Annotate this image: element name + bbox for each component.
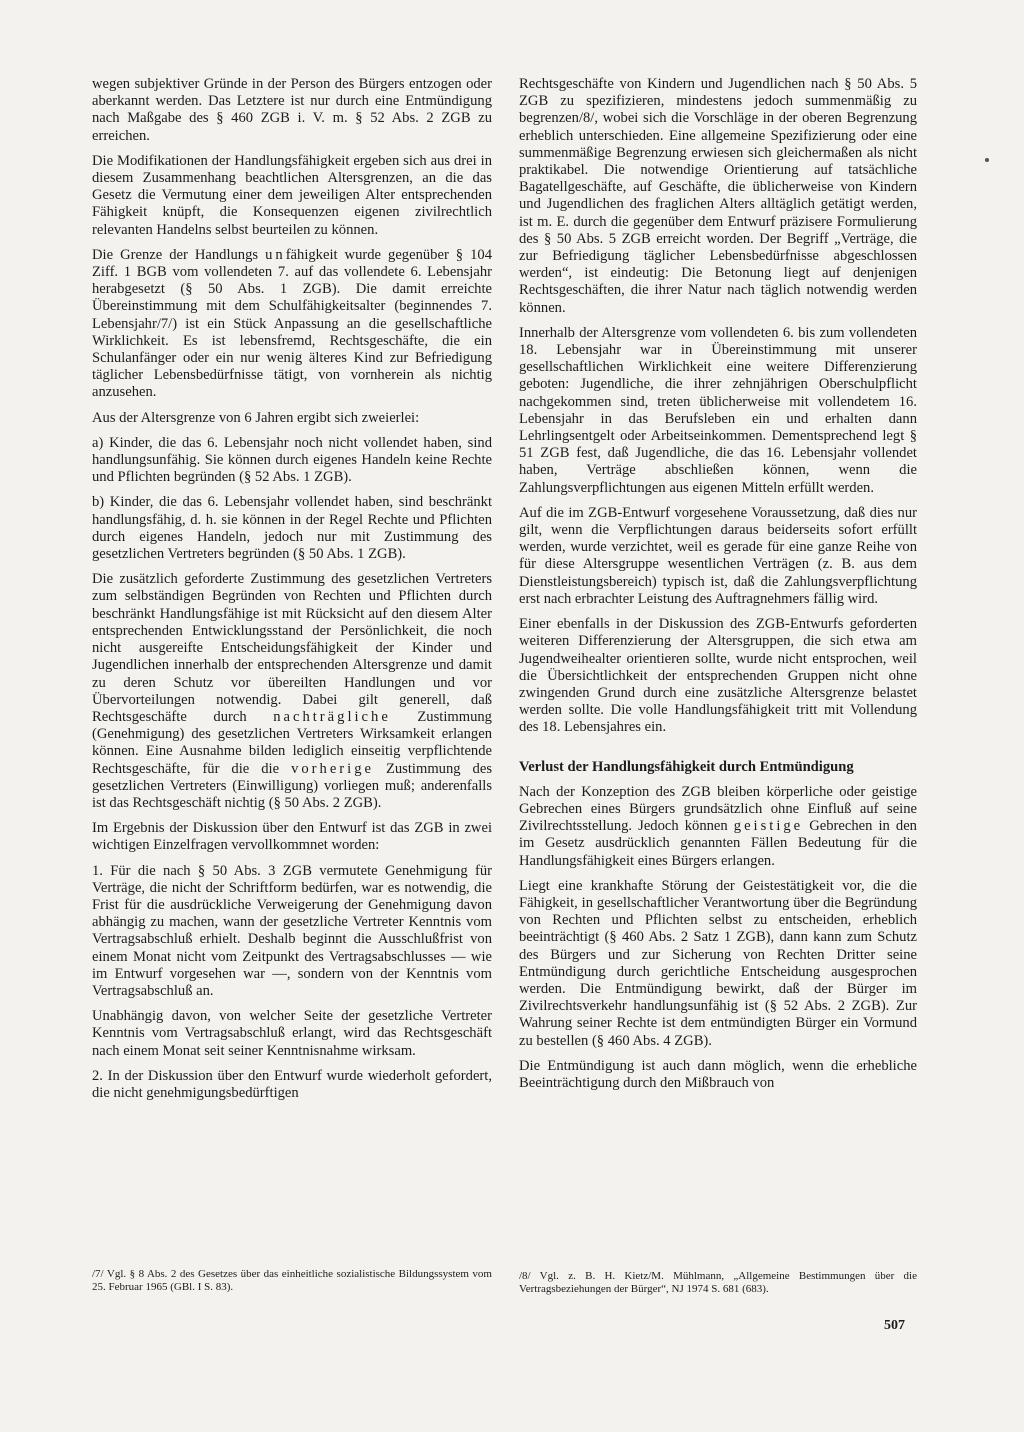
paragraph [92,571,492,812]
spaced-emphasis: nachträgliche [273,708,391,725]
paragraph: 2. In der Diskussion über den Entwurf wurde wiederholt gefordert, die nicht genehmigungsbedürftigen [92,1067,492,1101]
text-run: Zustimmung des gesetzlichen Vertreters (Einwilligung) vorliegen muß; anderenfalls ist das Rechtsgeschäft nichtig (§ 50 Abs. 2 ZGB). [92,760,492,811]
paragraph: 1. Für die nach § 50 Abs. 3 ZGB vermutete Genehmigung für Verträge, die nicht der Schriftform bedürfen, war es notwendig, die Frist für die ausdrückliche Verweigerung der Genehmigung davon abhängig zu machen, wann der gesetzliche Vertreter Kenntnis vom Vertragsabschluß erhielt. Deshalb beginnt die Ausschlußfrist von einem Monat nicht vom Zeitpunkt des Vertragsabschlusses — wie im Entwurf vorgesehen war —, sondern von der Kenntnis vom Vertragsabschluß an. [92,862,492,999]
left-column [92,76,492,1110]
paragraph: Im Ergebnis der Diskussion über den Entwurf ist das ZGB in zwei wichtigen Einzelfragen vervollkommnet worden: [92,820,492,854]
paragraph: b) Kinder, die das 6. Lebensjahr vollendet haben, sind beschränkt handlungsfähig, d. h. sie können in der Regel Rechte und Pflichten durch eigenes Handeln, jedoch nur mit Zustimmung des gesetzlichen Vertreters begründen (§ 50 Abs. 1 ZGB). [92,494,492,563]
paragraph: wegen subjektiver Gründe in der Person des Bürgers entzogen oder aberkannt werden. Das Letztere ist nur durch eine Entmündigung nach Maßgabe des § 460 ZGB i. V. m. § 52 Abs. 2 ZGB zu erreichen. [92,76,492,144]
paragraph [519,784,917,870]
spaced-emphasis: geistige [733,818,804,835]
paragraph: Die Modifikationen der Handlungsfähigkeit ergeben sich aus drei in diesem Zusammenhang beachtlichen Altersgrenzen, an die das Gesetz die Vermutung einer dem jeweiligen Alter entsprechenden Fähigkeit knüpft, die Konsequenzen eigenen zivilrechtlich relevanten Handelns selbst beurteilen zu können. [92,152,492,238]
right-column [519,76,917,1100]
text-run: fähigkeit wurde gegenüber § 104 Ziff. 1 BGB vom vollendeten 7. auf das vollendete 6. Lebensjahr herabgesetzt (§ 50 Abs. 1 ZGB). Die damit erreichte Übereinstimmung mit dem Schulfähigkeitsalter (beginnendes 7. Lebensjahr/7/) ist ein Stück Anpassung an die gesellschaftliche Wirklichkeit. Es ist lebensfremd, Rechtsgeschäfte, die ein Schulanfänger oder ein nur wenig älteres Kind zur Befriedigung täglicher Lebensbedürfnisse tätigt, von vornherein als nichtig anzusehen. [92,246,492,401]
paragraph: Liegt eine krankhafte Störung der Geistestätigkeit vor, die die Fähigkeit, in gesellschaftlicher Verantwortung über die Begründung von Rechten und Pflichten selbst zu entscheiden, erheblich beeinträchtigt (§ 460 Abs. 2 Satz 1 ZGB), dann kann zum Schutz des Bürgers und zur Sicherung von Rechten Dritter seine Entmündigung durch gerichtliche Entscheidung ausgesprochen werden. Die Entmündigung bewirkt, daß der Bürger im Zivilrechtsverkehr handlungsunfähig ist (§ 52 Abs. 2 ZGB). Zur Wahrung seiner Rechte ist dem entmündigten Bürger ein Vormund zu bestellen (§ 460 Abs. 4 ZGB). [519,877,917,1049]
spaced-emphasis: vorherige [291,760,374,777]
footnote-8: /8/ Vgl. z. B. H. Kietz/M. Mühlmann, „Allgemeine Bestimmungen über die Vertragsbeziehungen der Bürger“, NJ 1974 S. 681 (683). [519,1270,917,1295]
paragraph: Innerhalb der Altersgrenze vom vollendeten 6. bis zum vollendeten 18. Lebensjahr war in Übereinstimmung mit unserer gesellschaftlichen Wirklichkeit eine weitere Differenzierung geboten: Jugendliche, die ihrer zehnjährigen Oberschulpflicht nachgekommen sind, treten üblicherweise mit vollendetem 16. Lebensjahr in das Berufsleben ein und erhalten dann Lehrlingsentgelt oder Arbeitseinkommen. Dementsprechend legt § 51 ZGB fest, daß Jugendliche, die das 16. Lebensjahr vollendet haben, Verträge abschließen können, wenn die Zahlungsverpflichtungen aus eigenen Mitteln erfüllt werden. [519,324,917,496]
paragraph: Auf die im ZGB-Entwurf vorgesehene Voraussetzung, daß dies nur gilt, wenn die Verpflichtungen daraus beiderseits sofort erfüllt werden, wurde verzichtet, weil es gerade für eine ganze Reihe von für diese Altersgruppe wesentlichen Verträgen (z. B. aus dem Dienstleistungsbereich) typisch ist, daß die Zahlungsverpflichtung erst nach erbrachter Leistung des Auftragnehmers fällig wird. [519,504,917,607]
page-number: 507 [884,1318,905,1333]
text-run: Zustimmung (Genehmigung) des gesetzlichen Vertreters Wirksamkeit erlangen können. Eine Ausnahme bilden lediglich einseitig verpflichtende Rechtsgeschäfte, für die die [92,708,492,777]
text-run: Gebrechen in den im Gesetz ausdrücklich genannten Fällen Bedeutung für die Handlungsfähigkeit eines Bürgers erlangen. [519,818,917,869]
text-run: Die Grenze der Handlungs [92,246,259,263]
paragraph: a) Kinder, die das 6. Lebensjahr noch nicht vollendet haben, sind handlungsunfähig. Sie können durch eigenes Handeln keine Rechte und Pflichten begründen (§ 52 Abs. 1 ZGB). [92,434,492,486]
text-run: Die zusätzlich geforderte Zustimmung des gesetzlichen Vertreters zum selbständigen Begründen von Rechten und Pflichten durch beschränkt Handlungsfähige ist mit Rücksicht auf den diesem Alter entsprechenden Entwicklungsstand der Persönlichkeit, die noch nicht ausgereifte Entscheidungsfähigkeit der Kinder und Jugendlichen innerhalb der entsprechenden Altersgrenze und damit zu deren Schutz vor übereilten Handlungen und vor Übervorteilungen notwendig. Dabei gilt generell, daß Rechtsgeschäfte durch [92,571,492,725]
paragraph: Aus der Altersgrenze von 6 Jahren ergibt sich zweierlei: [92,409,420,426]
paragraph: Unabhängig davon, von welcher Seite der gesetzliche Vertreter Kenntnis vom Vertragsabschluß erlangt, wird das Rechtsgeschäft nach einem Monat seit seiner Kenntnisnahme wirksam. [92,1008,492,1059]
footnote-7: /7/ Vgl. § 8 Abs. 2 des Gesetzes über das einheitliche sozialistische Bildungssystem vom 25. Februar 1965 (GBl. I S. 83). [92,1268,492,1293]
paragraph: Rechtsgeschäfte von Kindern und Jugendlichen nach § 50 Abs. 5 ZGB zu spezifizieren, mindestens jedoch summenmäßig zu begrenzen/8/, wobei sich die Vorschläge in der oberen Begrenzung erheblich unterschieden. Eine allgemeine Spezifizierung oder eine summenmäßige Begrenzung erwiesen sich gleichermaßen als nicht praktikabel. Die notwendige Orientierung auf tatsächliche Bagatellgeschäfte, auf Geschäfte, die üblicherweise von Kindern und Jugendlichen des fraglichen Alters alltäglich getätigt werden, ist m. E. durch die gegenüber dem Entwurf präzisere Formulierung des § 50 Abs. 5 ZGB erreicht worden. Der Begriff „Verträge, die zur Befriedigung täglicher Lebensbedürfnisse abgeschlossen werden“, ist eindeutig: Die Betonung liegt auf denjenigen Rechtsgeschäften, die ihrer Natur nach täglich notwendig werden können. [519,76,917,316]
paragraph: Einer ebenfalls in der Diskussion des ZGB-Entwurfs geforderten weiteren Differenzierung der Altersgruppen, die sich etwa am Jugendweihealter orientieren sollte, wurde nicht entsprochen, weil die Übersichtlichkeit der entsprechenden Gruppen nicht ohne zwingenden Grund durch eine zusätzliche Altersgrenze belastet werden sollte. Die volle Handlungsfähigkeit tritt mit Vollendung des 18. Lebensjahres ein. [519,616,917,736]
section-heading: Verlust der Handlungsfähigkeit durch Entmündigung [519,758,854,775]
speck-mark [985,158,989,162]
spaced-emphasis: un [265,246,286,263]
paragraph: Die Entmündigung ist auch dann möglich, wenn die erhebliche Beeinträchtigung durch den Mißbrauch von [519,1057,917,1091]
paragraph [92,247,492,402]
text-run: Nach der Konzeption des ZGB bleiben körperliche oder geistige Gebrechen eines Bürgers grundsätzlich ohne Einfluß auf seine Zivilrechtsstellung. Jedoch können [519,783,917,835]
